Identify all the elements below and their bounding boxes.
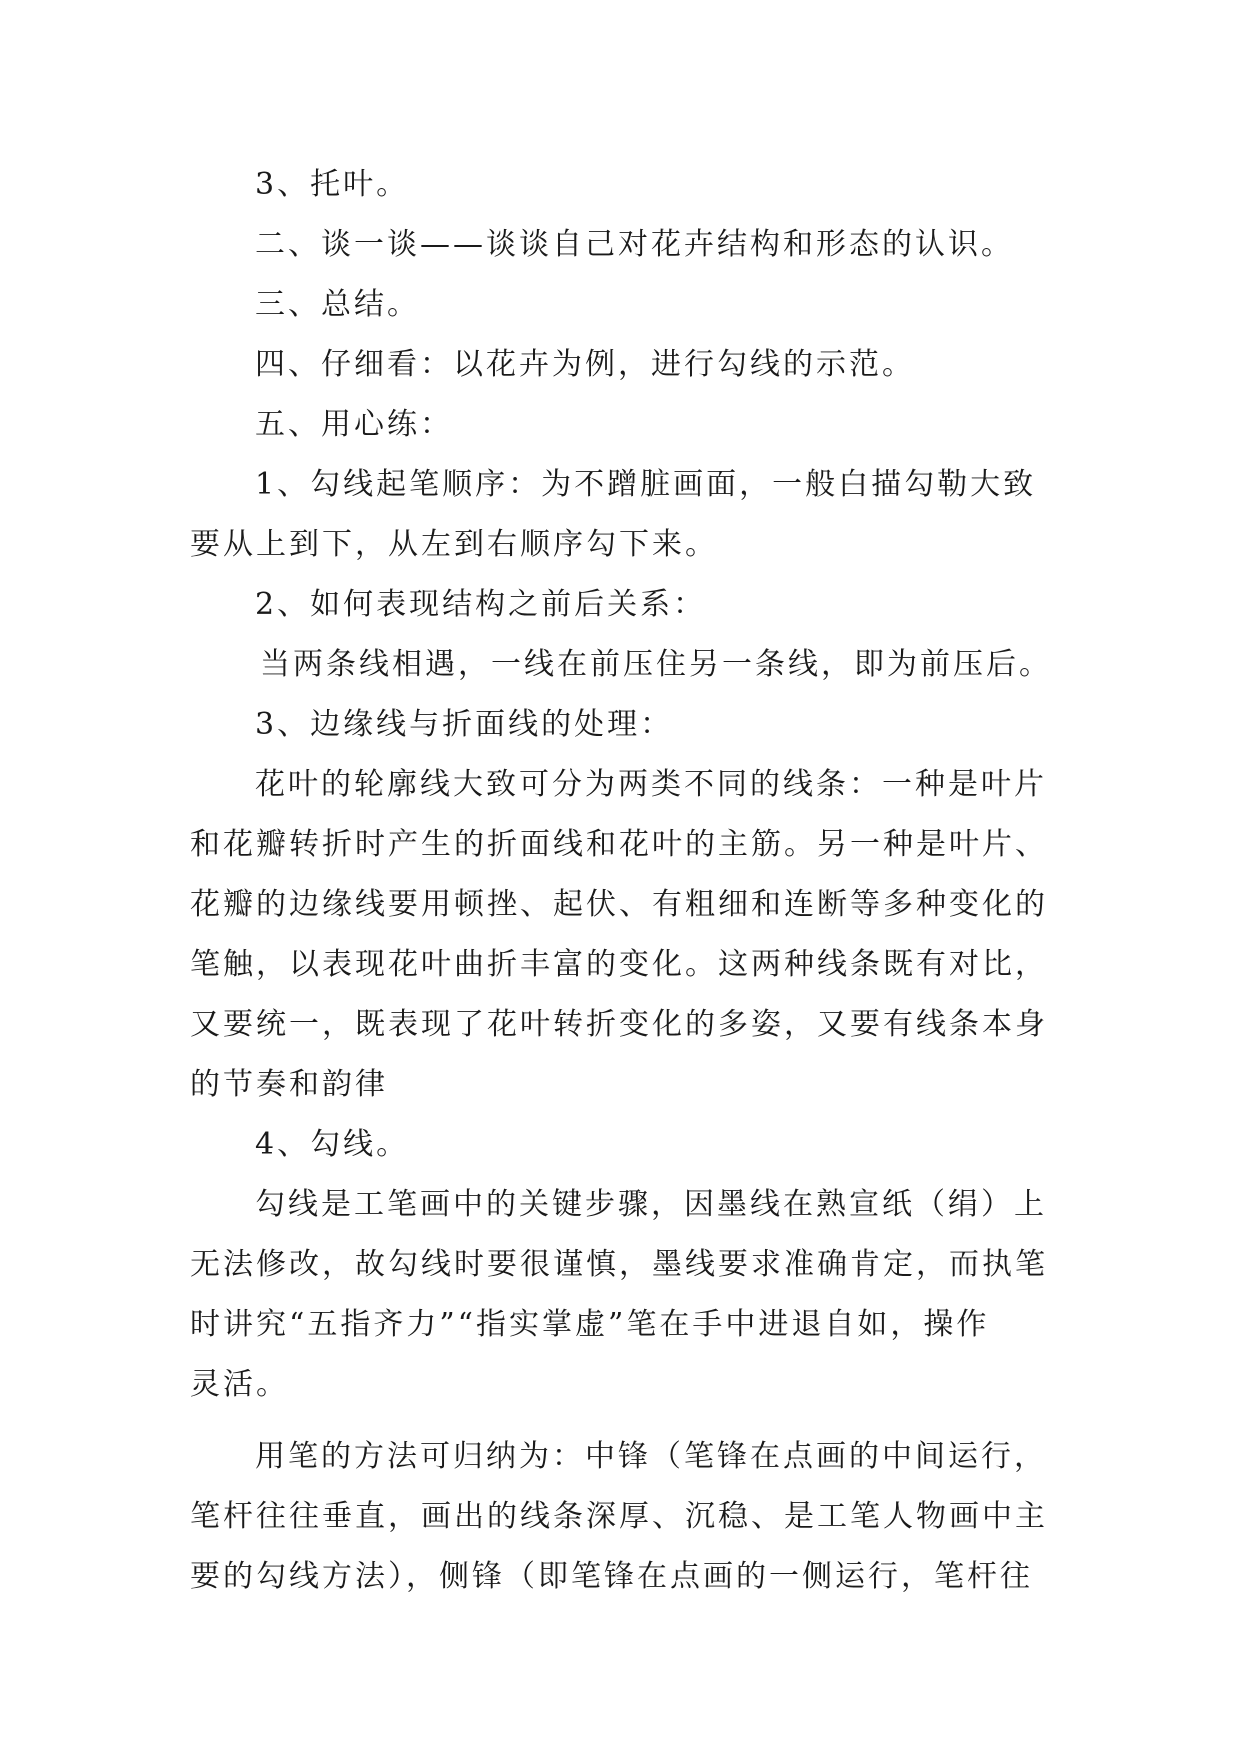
paragraph-line: 用笔的方法可归纳为：中锋（笔锋在点画的中间运行， — [255, 1439, 1047, 1474]
paragraph-line: 和花瓣转折时产生的折面线和花叶的主筋。另一种是叶片、 — [190, 827, 1048, 862]
paragraph-line: 花瓣的边缘线要用顿挫、起伏、有粗细和连断等多种变化的 — [190, 887, 1048, 922]
text-line-section-2: 二、谈一谈——谈谈自己对花卉结构和形态的认识。 — [255, 227, 1014, 262]
paragraph-line: 4、勾线。 — [255, 1127, 410, 1162]
paragraph-line: 的节奏和韵律 — [190, 1067, 388, 1102]
paragraph-line: 1、勾线起笔顺序：为不蹭脏画面，一般白描勾勒大致 — [255, 467, 1037, 502]
paragraph-line: 3、边缘线与折面线的处理： — [255, 707, 674, 742]
paragraph-line: 当两条线相遇，一线在前压住另一条线，即为前压后。 — [260, 647, 1052, 682]
text-line-section-3: 三、总结。 — [255, 287, 420, 322]
paragraph-line: 灵活。 — [190, 1367, 289, 1402]
text-line-tuoye: 3、托叶。 — [255, 167, 410, 202]
paragraph-line: 2、如何表现结构之前后关系： — [255, 587, 707, 622]
paragraph-line: 花叶的轮廓线大致可分为两类不同的线条：一种是叶片 — [255, 767, 1047, 802]
text-line-section-5: 五、用心练： — [255, 407, 453, 442]
paragraph-line: 勾线是工笔画中的关键步骤，因墨线在熟宣纸（绢）上 — [255, 1187, 1047, 1222]
text-line-section-4: 四、仔细看：以花卉为例，进行勾线的示范。 — [255, 347, 915, 382]
paragraph-line: 又要统一，既表现了花叶转折变化的多姿，又要有线条本身 — [190, 1007, 1048, 1042]
paragraph-line: 要的勾线方法），侧锋（即笔锋在点画的一侧运行，笔杆往 — [190, 1559, 1033, 1594]
paragraph-line: 无法修改，故勾线时要很谨慎，墨线要求准确肯定，而执笔 — [190, 1247, 1048, 1282]
document-body — [190, 155, 1060, 1607]
paragraph-line: 笔触，以表现花叶曲折丰富的变化。这两种线条既有对比， — [190, 947, 1048, 982]
paragraph-line: 时讲究“五指齐力”“指实掌虚”笔在手中进退自如，操作 — [190, 1307, 990, 1342]
paragraph-line: 要从上到下，从左到右顺序勾下来。 — [190, 527, 718, 562]
paragraph-line: 笔杆往往垂直，画出的线条深厚、沉稳、是工笔人物画中主 — [190, 1499, 1048, 1534]
